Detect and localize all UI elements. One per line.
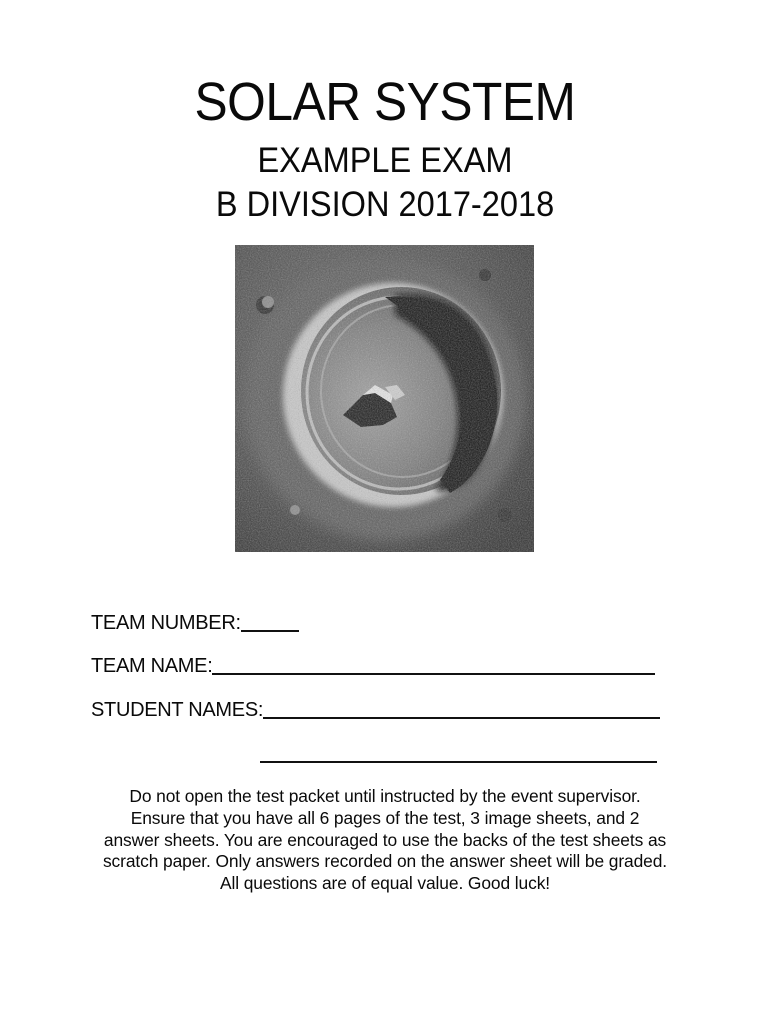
instructions-line: answer sheets. You are encouraged to use the backs of the test sheets as xyxy=(103,829,667,850)
team-number-field xyxy=(91,610,299,636)
student-names-field xyxy=(91,697,660,723)
instructions-line: All questions are of equal value. Good luck! xyxy=(219,873,551,894)
team-number-label: TEAM NUMBER: xyxy=(91,612,241,634)
instructions-line: scratch paper. Only answers recorded on the answer sheet will be graded. xyxy=(102,851,668,872)
page-title: SOLAR SYSTEM xyxy=(194,72,576,132)
team-number-blank[interactable] xyxy=(241,612,299,632)
instructions-paragraph xyxy=(60,786,710,895)
student-names-label: STUDENT NAMES: xyxy=(91,699,264,721)
instructions-line: Do not open the test packet until instructed by the event supervisor. xyxy=(129,786,641,806)
team-name-field xyxy=(91,653,655,679)
crater-photo xyxy=(235,245,534,552)
exam-subtitle: EXAMPLE EXAM xyxy=(257,141,513,180)
student-names-blank-1[interactable] xyxy=(263,699,660,719)
student-names-blank-2[interactable] xyxy=(260,761,657,763)
division-year: B DIVISION 2017-2018 xyxy=(215,185,555,224)
team-name-blank[interactable] xyxy=(212,655,655,675)
team-name-label: TEAM NAME: xyxy=(91,655,213,677)
instructions-line: Ensure that you have all 6 pages of the test, 3 image sheets, and 2 xyxy=(130,807,640,828)
